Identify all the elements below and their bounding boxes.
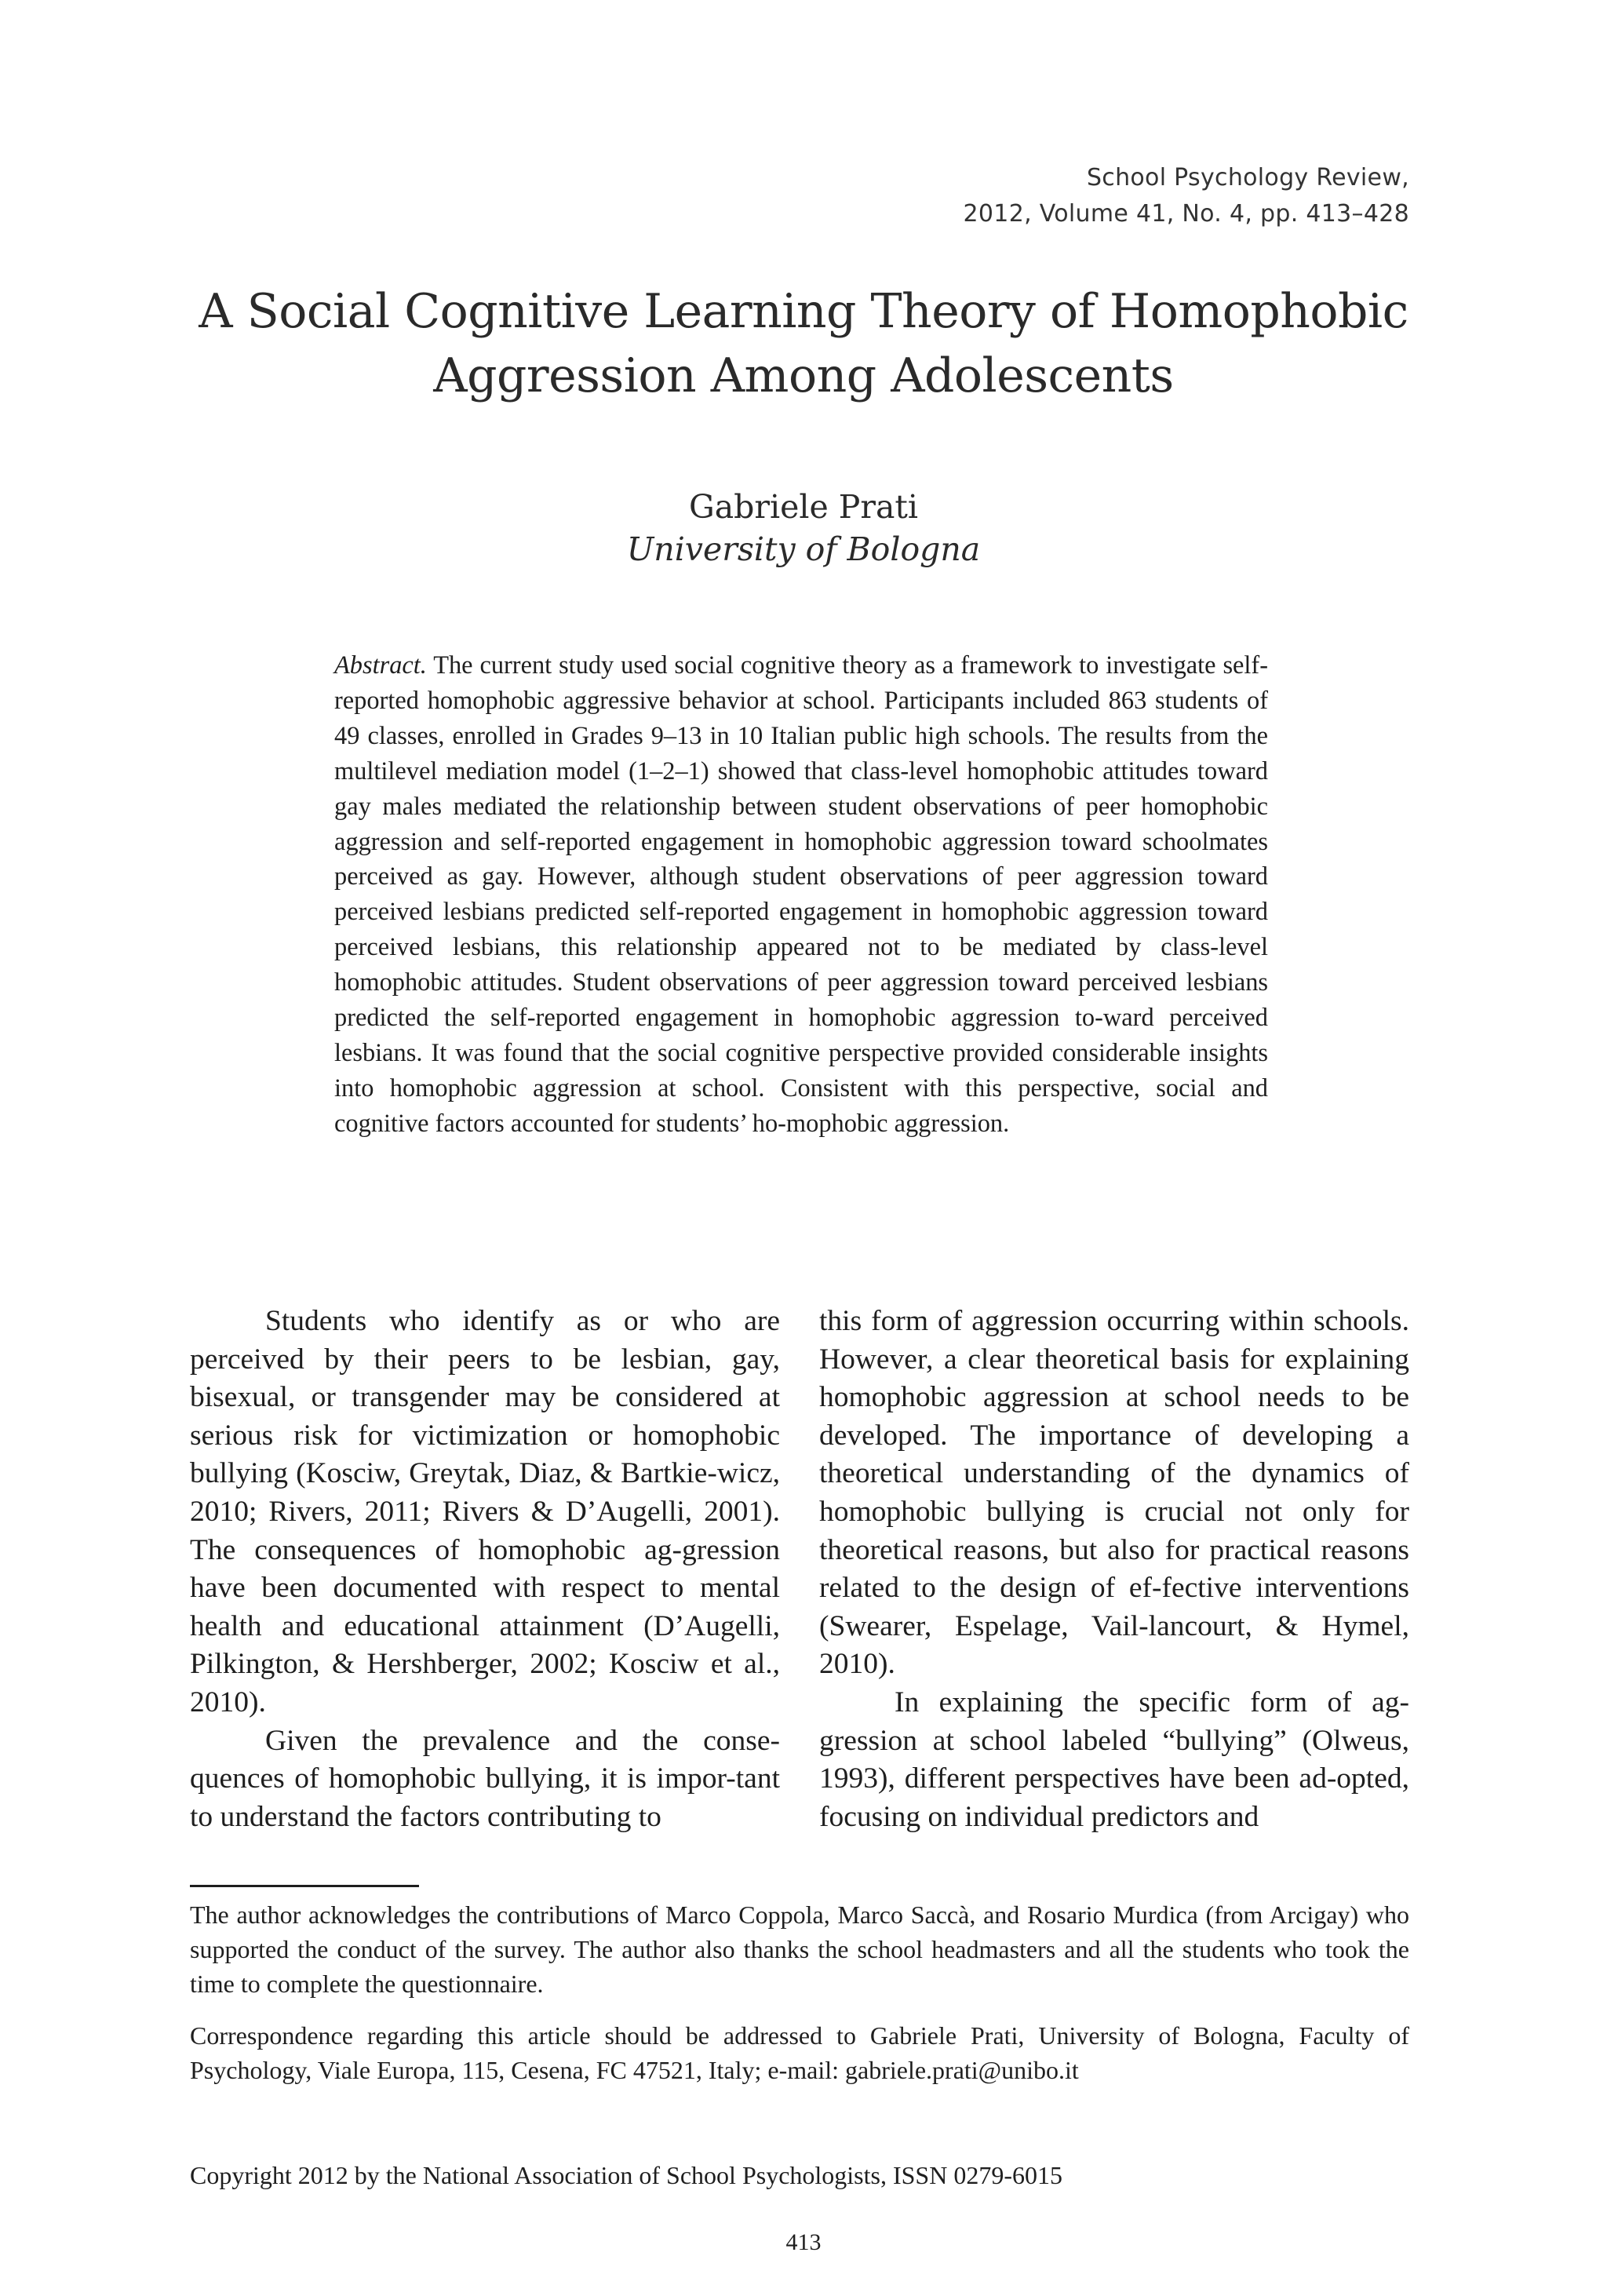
- body-paragraph: In explaining the specific form of ag-gression at school labeled “bullying” (Olweus, 1993), different perspectives have been ad-opted, focusing on individual predictors and: [819, 1686, 1409, 1833]
- body-paragraph: this form of aggression occurring within schools. However, a clear theoretical basis for explaining homophobic aggression at school needs to be developed. The importance of developing a theoretical understanding of the dynamics of homophobic bullying is crucial not only for theoretical reasons, but also for practical reasons related to the design of ef-fective interventions (Swearer, Espelage, Vail-lancourt, & Hymel, 2010).: [819, 1305, 1409, 1681]
- copyright-note: Copyright 2012 by the National Association of School Psychologists, ISSN 0279-6015: [190, 2161, 1062, 2189]
- footnote-divider: [190, 1885, 419, 1887]
- author-name: Gabriele Prati: [688, 488, 919, 526]
- body-paragraph: Given the prevalence and the conse-quences of homophobic bullying, it is impor-tant to understand the factors contributing to: [190, 1724, 780, 1833]
- abstract-label: Abstract.: [334, 651, 427, 680]
- body-paragraph: Students who identify as or who are perceived by their peers to be lesbian, gay, bisexual, or transgender may be considered at serious risk for victimization or homophobic bullying (Kosciw, Greytak, Diaz, & Bartkie-wicz, 2010; Rivers, 2011; Rivers & D’Augelli, 2001). The consequences of homophobic ag-gression have been documented with respect to mental health and educational attainment (D’Augelli, Pilkington, & Hershberger, 2002; Kosciw et al., 2010).: [190, 1305, 780, 1718]
- article-title: [157, 279, 1450, 408]
- running-header: [964, 160, 1409, 232]
- page-number: 413: [785, 2229, 822, 2255]
- abstract: [334, 648, 1268, 1142]
- body-column-left: [190, 1303, 780, 1836]
- correspondence-note: Correspondence regarding this article should be addressed to Gabriele Prati, University of Bologna, Faculty of Psychology, Viale Europa, 115, Cesena, FC 47521, Italy; e-mail: gabriele.prati@unibo.it: [190, 2021, 1409, 2084]
- author-affiliation: University of Bologna: [626, 530, 981, 568]
- article-title-line-1: A Social Cognitive Learning Theory of Homophobic: [199, 284, 1408, 339]
- abstract-text: The current study used social cognitive theory as a framework to investigate self-reported homophobic aggressive behavior at school. Participants included 863 students of 49 classes, enrolled in Grades 9–13 in 10 Italian public high schools. The results from the multilevel mediation model (1–2–1) showed that class-level homophobic attitudes toward gay males mediated the relationship between student observations of peer homophobic aggression and self-reported engagement in homophobic aggression toward schoolmates perceived as gay. However, although student observations of peer aggression toward perceived lesbians predicted self-reported engagement in homophobic aggression toward perceived lesbians, this relationship appeared not to be mediated by class-level homophobic attitudes. Student observations of peer aggression toward perceived lesbians predicted the self-reported engagement in homophobic aggression to-ward perceived lesbians. It was found that the social cognitive perspective provided considerable insights into homophobic aggression at school. Consistent with this perspective, social and cognitive factors accounted for students’ ho-mophobic aggression.: [334, 651, 1269, 1138]
- journal-citation: 2012, Volume 41, No. 4, pp. 413–428: [963, 200, 1409, 228]
- footnotes: [190, 1897, 1409, 2105]
- acknowledgment-note: The author acknowledges the contributions of Marco Coppola, Marco Saccà, and Rosario Murdica (from Arcigay) who supported the conduct of the survey. The author also thanks the school headmasters and all the students who took the time to complete the questionnaire.: [190, 1901, 1409, 1998]
- body-column-right: [819, 1303, 1409, 1836]
- article-title-line-2: Aggression Among Adolescents: [433, 348, 1174, 403]
- journal-name: School Psychology Review,: [1086, 164, 1409, 191]
